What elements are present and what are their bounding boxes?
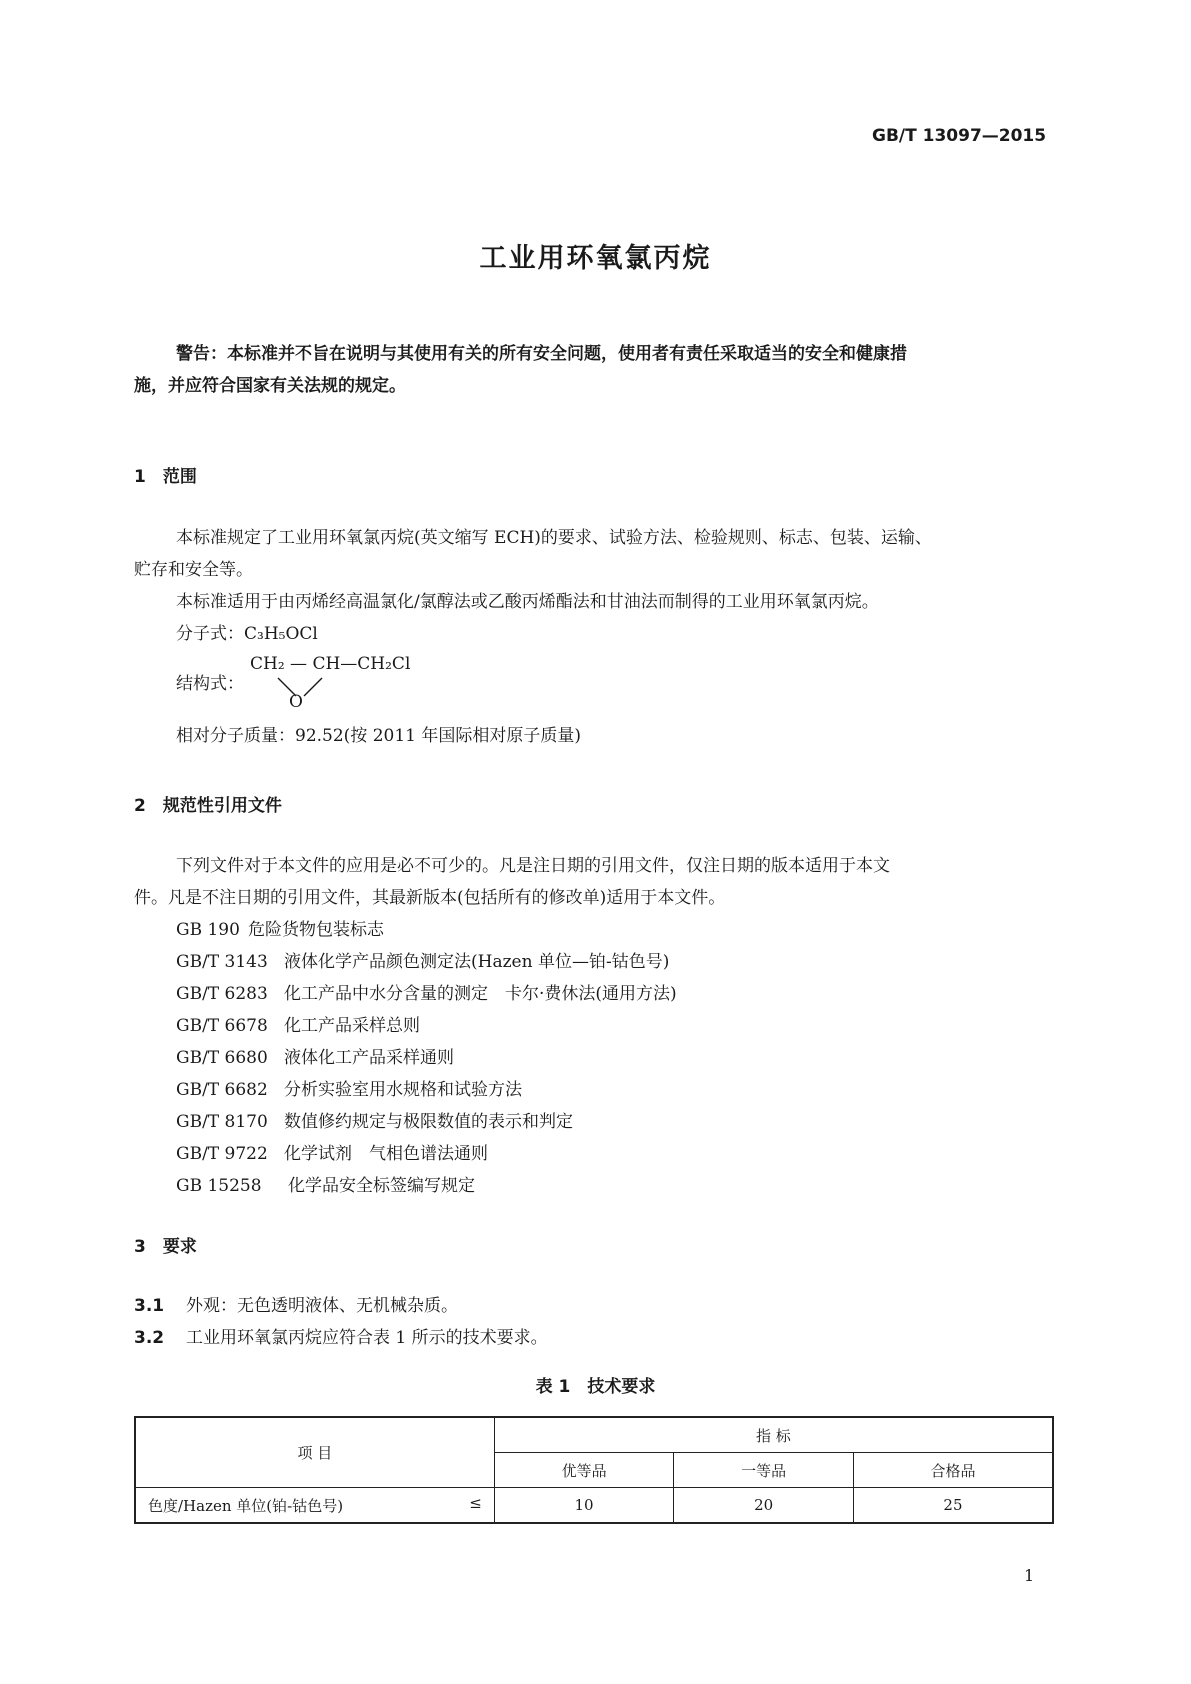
reference-title: 分析实验室用水规格和试验方法 (284, 1080, 522, 1100)
section-1-heading: 1 范围 (134, 467, 197, 487)
structural-formula-oxygen: O (289, 692, 303, 712)
reference-item (176, 946, 669, 978)
section-3-heading: 3 要求 (134, 1237, 197, 1257)
reference-code: GB/T 6682 (176, 1080, 268, 1100)
structural-formula-top: CH₂ — CH—CH₂Cl (250, 654, 411, 674)
reference-code: GB 190 (176, 920, 240, 940)
technical-requirements-table (134, 1416, 1054, 1524)
reference-title: 化工产品中水分含量的测定 卡尔·费休法(通用方法) (284, 984, 677, 1004)
row-item (135, 1488, 494, 1524)
reference-code: GB/T 8170 (176, 1112, 268, 1132)
table-row (135, 1488, 1053, 1524)
clause-3-1 (134, 1290, 458, 1322)
grade-qualified: 合格品 (853, 1453, 1053, 1488)
grade-premium: 优等品 (494, 1453, 674, 1488)
table-caption: 表 1 技术要求 (535, 1377, 656, 1397)
molecular-formula: C₃H₅OCl (244, 624, 318, 644)
reference-item (176, 1170, 475, 1202)
row-item-label: 色度/Hazen 单位(铂-钴色号) (148, 1496, 344, 1515)
reference-code: GB 15258 (176, 1176, 262, 1196)
clause-number: 3.1 (134, 1296, 165, 1316)
scope-paragraph-1-line-1: 本标准规定了工业用环氧氯丙烷(英文缩写 ECH)的要求、试验方法、检验规则、标志、包装、运输、 (176, 528, 932, 548)
reference-title: 液体化学产品颜色测定法(Hazen 单位—铂-钴色号) (284, 952, 670, 972)
section-2-heading: 2 规范性引用文件 (134, 796, 282, 816)
structural-formula-label: 结构式： (176, 674, 244, 694)
table-header-row (135, 1417, 1053, 1453)
clause-text: 外观：无色透明液体、无机械杂质。 (186, 1296, 458, 1316)
clause-text: 工业用环氧氯丙烷应符合表 1 所示的技术要求。 (186, 1328, 548, 1348)
reference-item (176, 1074, 522, 1106)
reference-title: 数值修约规定与极限数值的表示和判定 (284, 1112, 573, 1132)
warning-line-1: 警告：本标准并不旨在说明与其使用有关的所有安全问题，使用者有责任采取适当的安全和健康措 (176, 344, 907, 364)
warning-line-2: 施，并应符合国家有关法规的规定。 (134, 376, 406, 396)
reference-title: 化工产品采样总则 (284, 1016, 420, 1036)
reference-title: 危险货物包装标志 (248, 920, 384, 940)
molecular-formula-label: 分子式： (176, 624, 244, 644)
molecular-formula-line (176, 618, 318, 650)
row-value-qualified: 25 (853, 1488, 1053, 1524)
clause-number: 3.2 (134, 1328, 165, 1348)
normative-intro-line-1: 下列文件对于本文件的应用是必不可少的。凡是注日期的引用文件，仅注日期的版本适用于本文 (176, 856, 890, 876)
standard-number: GB/T 13097—2015 (872, 126, 1047, 146)
scope-paragraph-1-line-2: 贮存和安全等。 (134, 560, 253, 580)
grade-first: 一等品 (674, 1453, 854, 1488)
reference-code: GB/T 9722 (176, 1144, 268, 1164)
row-value-first: 20 (674, 1488, 854, 1524)
molecular-mass: 相对分子质量：92.52(按 2011 年国际相对原子质量) (176, 726, 582, 746)
reference-code: GB/T 6678 (176, 1016, 268, 1036)
reference-item (176, 1010, 420, 1042)
reference-item (176, 1106, 573, 1138)
header-index: 指 标 (494, 1417, 1053, 1453)
document-title: 工业用环氧氯丙烷 (479, 243, 712, 274)
header-item: 项 目 (135, 1417, 494, 1488)
page-number: 1 (1024, 1566, 1035, 1585)
scope-paragraph-2: 本标准适用于由丙烯经高温氯化/氯醇法或乙酸丙烯酯法和甘油法而制得的工业用环氧氯丙烷。 (176, 592, 879, 612)
reference-title: 化学试剂 气相色谱法通则 (284, 1144, 488, 1164)
row-value-premium: 10 (494, 1488, 674, 1524)
normative-intro-line-2: 件。凡是不注日期的引用文件，其最新版本(包括所有的修改单)适用于本文件。 (134, 888, 726, 908)
reference-title: 液体化工产品采样通则 (284, 1048, 454, 1068)
reference-code: GB/T 6680 (176, 1048, 268, 1068)
reference-title: 化学品安全标签编写规定 (288, 1176, 475, 1196)
reference-item (176, 978, 677, 1010)
row-item-symbol: ≤ (469, 1494, 482, 1512)
reference-item (176, 1042, 454, 1074)
reference-item (176, 1138, 488, 1170)
clause-3-2 (134, 1322, 548, 1354)
reference-code: GB/T 6283 (176, 984, 268, 1004)
reference-code: GB/T 3143 (176, 952, 268, 972)
reference-item (176, 914, 384, 946)
